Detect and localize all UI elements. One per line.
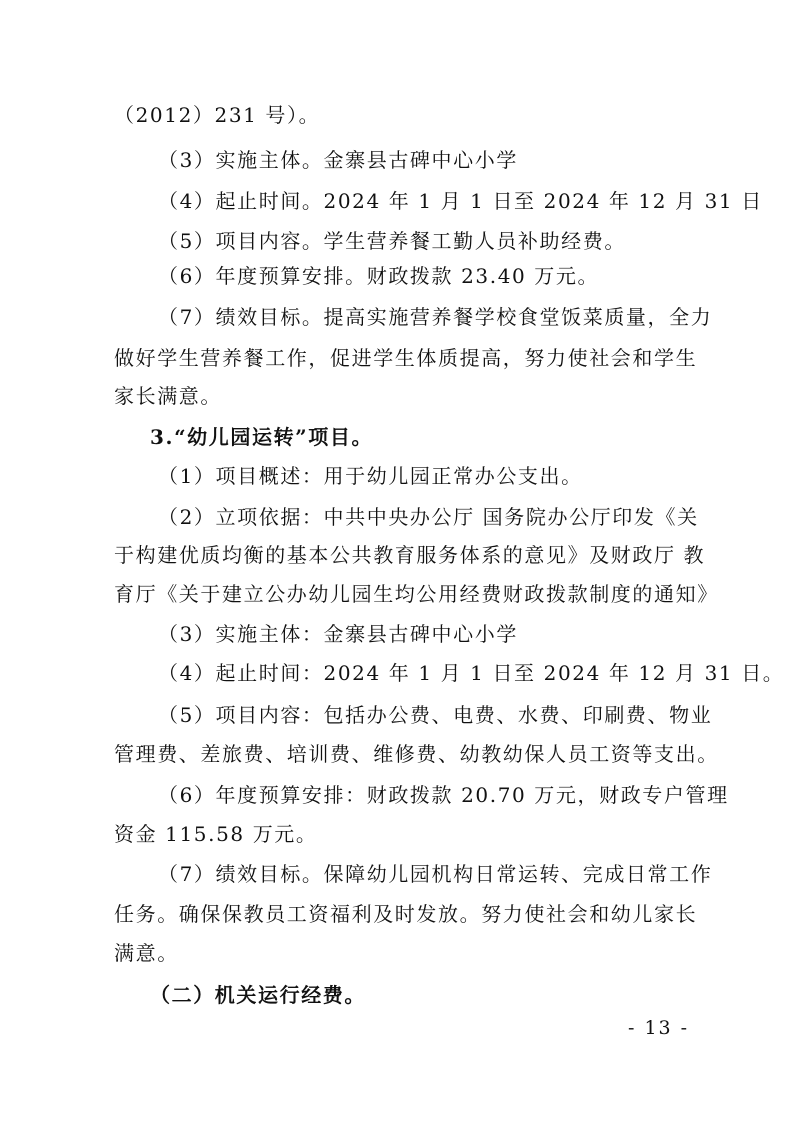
paragraph-line: 家长满意。 xyxy=(114,384,222,408)
paragraph-line: （3）实施主体：金寨县古碑中心小学 xyxy=(158,622,518,646)
paragraph-line: （2012）231 号）。 xyxy=(114,103,321,127)
paragraph-line: 于构建优质均衡的基本公共教育服务体系的意见》及财政厅 教 xyxy=(114,543,706,567)
paragraph-line: （1）项目概述：用于幼儿园正常办公支出。 xyxy=(158,464,583,488)
section-heading: 3.“幼儿园运转”项目。 xyxy=(150,425,374,449)
paragraph-line: 育厅《关于建立公办幼儿园生均公用经费财政拨款制度的通知》 xyxy=(114,582,719,606)
paragraph-line: （5）项目内容：包括办公费、电费、水费、印刷费、物业 xyxy=(158,703,713,727)
paragraph-line: 满意。 xyxy=(114,941,179,965)
paragraph-line: 做好学生营养餐工作，促进学生体质提高，努力使社会和学生 xyxy=(114,346,698,370)
paragraph-line: （4）起止时间：2024 年 1 月 1 日至 2024 年 12 月 31 日。 xyxy=(158,661,785,685)
paragraph-line: （2）立项依据：中共中央办公厅 国务院办公厅印发《关 xyxy=(158,505,699,529)
paragraph-line: （4）起止时间。2024 年 1 月 1 日至 2024 年 12 月 31 日 xyxy=(158,189,763,213)
paragraph-line: （6）年度预算安排。财政拨款 23.40 万元。 xyxy=(158,264,600,288)
paragraph-line: （5）项目内容。学生营养餐工勤人员补助经费。 xyxy=(158,229,626,253)
section-heading: （二）机关运行经费。 xyxy=(150,983,366,1007)
paragraph-line: （6）年度预算安排：财政拨款 20.70 万元，财政专户管理 xyxy=(158,783,729,807)
paragraph-line: 管理费、差旅费、培训费、维修费、幼教幼保人员工资等支出。 xyxy=(114,742,719,766)
paragraph-line: （7）绩效目标。保障幼儿园机构日常运转、完成日常工作 xyxy=(158,862,713,886)
paragraph-line: 资金 115.58 万元。 xyxy=(114,822,318,846)
page-number: - 13 - xyxy=(628,1017,690,1039)
paragraph-line: （3）实施主体。金寨县古碑中心小学 xyxy=(158,148,518,172)
paragraph-line: 任务。确保保教员工资福利及时发放。努力使社会和幼儿家长 xyxy=(114,902,698,926)
paragraph-line: （7）绩效目标。提高实施营养餐学校食堂饭菜质量，全力 xyxy=(158,305,713,329)
